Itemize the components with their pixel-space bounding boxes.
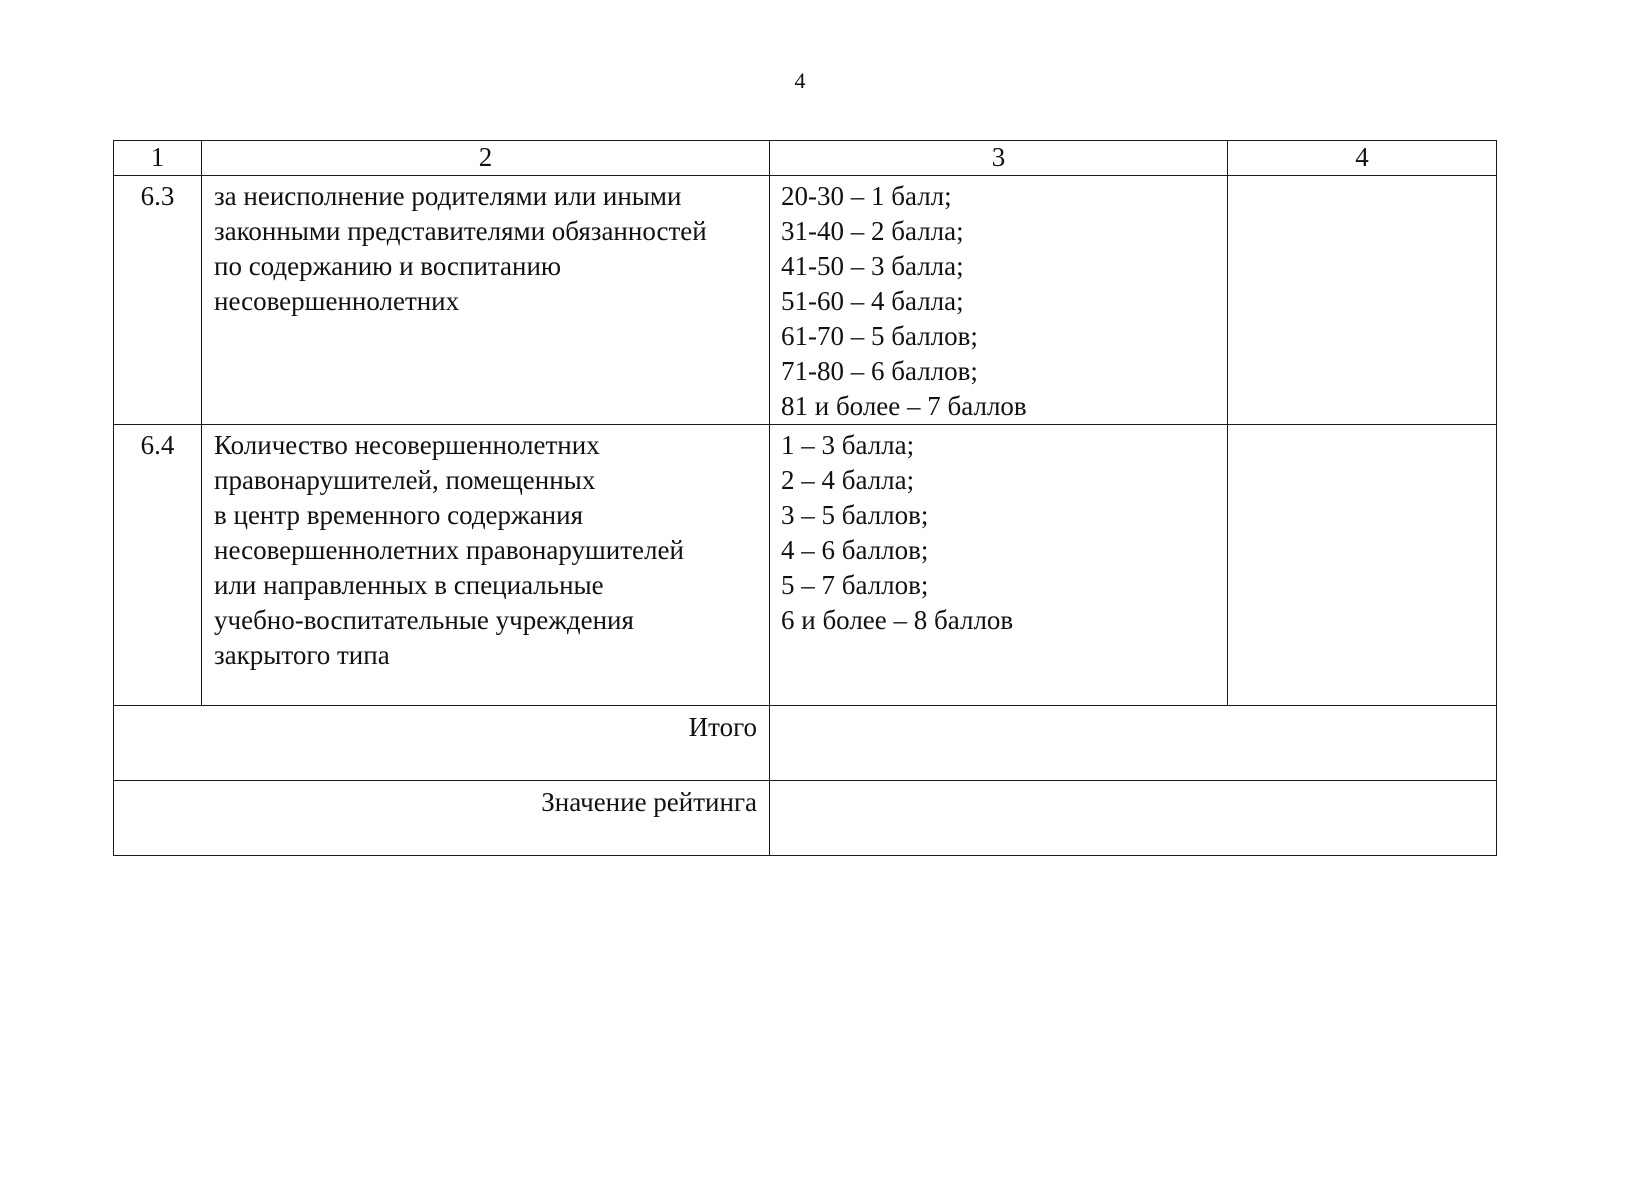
header-col-2: 2 [202, 141, 770, 176]
total-label: Итого [688, 712, 757, 742]
table-row [114, 425, 1497, 706]
criterion-cell [202, 176, 770, 425]
score-scale-cell [770, 425, 1228, 706]
score-line: 2 – 4 балла; [781, 465, 915, 495]
rating-row [114, 781, 1497, 856]
score-line: 6 и более – 8 баллов [781, 605, 1014, 635]
criterion-text: за неисполнение родителями или иными законными представителями обязанностей по содержанию и воспитанию несовершеннолетних [214, 181, 707, 316]
score-line: 5 – 7 баллов; [781, 570, 929, 600]
score-line: 41-50 – 3 балла; [781, 251, 964, 281]
score-line: 1 – 3 балла; [781, 430, 915, 460]
header-col-1: 1 [114, 141, 202, 176]
score-line: 20-30 – 1 балл; [781, 181, 952, 211]
total-label-cell [114, 706, 770, 781]
header-col-3: 3 [770, 141, 1228, 176]
value-cell[interactable] [1228, 176, 1497, 425]
page-number: 4 [794, 68, 806, 93]
rating-value-cell[interactable] [770, 781, 1497, 856]
criterion-text: Количество несовершеннолетних правонарушителей, помещенных в центр временного содержания несовершеннолетних правонарушителей или направленных в специальные учебно-воспитательные учреждения закрытого типа [214, 430, 684, 670]
row-number-cell [114, 425, 202, 706]
row-number-cell [114, 176, 202, 425]
total-row [114, 706, 1497, 781]
header-col-4: 4 [1228, 141, 1497, 176]
rating-label-cell [114, 781, 770, 856]
score-line: 51-60 – 4 балла; [781, 286, 964, 316]
table-header-row [114, 141, 1497, 176]
row-number: 6.3 [140, 181, 175, 211]
rating-table [113, 140, 1497, 856]
score-line: 4 – 6 баллов; [781, 535, 929, 565]
total-value-cell[interactable] [770, 706, 1497, 781]
criterion-cell [202, 425, 770, 706]
score-line: 31-40 – 2 балла; [781, 216, 964, 246]
rating-label: Значение рейтинга [541, 787, 757, 817]
value-cell[interactable] [1228, 425, 1497, 706]
score-line: 81 и более – 7 баллов [781, 391, 1027, 421]
row-number: 6.4 [140, 430, 175, 460]
table-row [114, 176, 1497, 425]
score-line: 71-80 – 6 баллов; [781, 356, 978, 386]
score-scale-cell [770, 176, 1228, 425]
score-line: 61-70 – 5 баллов; [781, 321, 978, 351]
score-line: 3 – 5 баллов; [781, 500, 929, 530]
